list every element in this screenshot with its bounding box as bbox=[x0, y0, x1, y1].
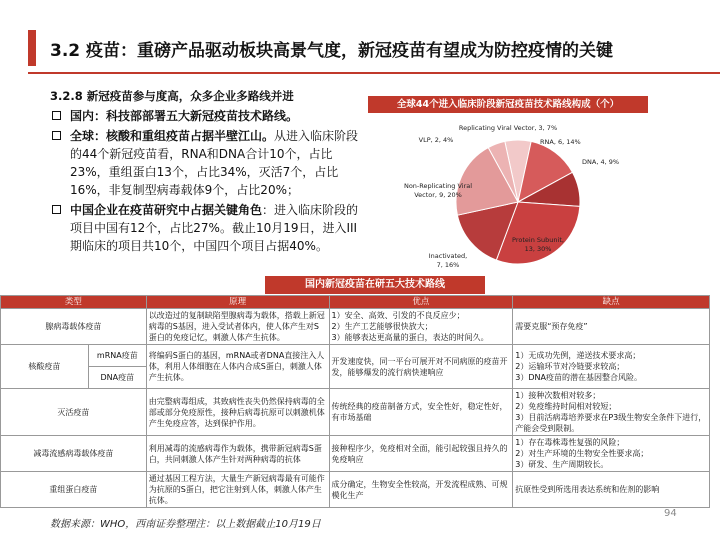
bullet-china bbox=[50, 201, 362, 255]
pie-slice-label: Protein Subunit, 13, 30% bbox=[512, 236, 564, 253]
page-title: 3.2 疫苗：重磅产品驱动板块高景气度，新冠疫苗有望成为防控疫情的关键 bbox=[50, 41, 614, 61]
pros-cell: 开发速度快，同一平台可展开对不同病原的疫苗开发，能够爆发的流行病快速响应 bbox=[329, 345, 513, 389]
bullet-text: 从进入临床阶段的44个新冠疫苗看，RNA和DNA合计10个，占比23%，重组蛋白13个，占比34%，灭活7个，占比16%，非复制型病毒载体9个，占比20%； bbox=[70, 129, 359, 197]
pros-cell: 成分确定，生物安全性较高，开发流程成熟、可规模化生产 bbox=[329, 472, 513, 508]
bullet-bold: 全球：核酸和重组疫苗占据半壁江山。 bbox=[70, 129, 275, 143]
bullet-bold: 国内：科技部部署五大新冠疫苗技术路线。 bbox=[70, 109, 299, 123]
bullet-domestic bbox=[50, 107, 362, 125]
title-underline bbox=[28, 72, 720, 74]
pie-slice-label: RNA, 6, 14% bbox=[540, 138, 581, 146]
source-note: 数据来源：WHO，西南证券整理注：以上数据截止10月19日 bbox=[50, 519, 321, 530]
tech-route-table bbox=[0, 295, 710, 508]
pros-cell: 1）安全、高效、引发的不良反应少； 2）生产工艺能够很快放大； 3）能够表达更高量的蛋白，表达的时间久。 bbox=[329, 309, 513, 345]
pie-slice-label: Replicating Viral Vector, 3, 7% bbox=[458, 124, 558, 132]
type-cell: 减毒流感病毒载体疫苗 bbox=[1, 436, 147, 472]
pie-slice-label: Inactivated, 7, 16% bbox=[428, 252, 468, 269]
cons-cell: 1）接种次数相对较多； 2）免疫维持时间相对较短； 3）目前活病毒培养要求在P3级生物安全条件下进行，产能会受到限制。 bbox=[513, 389, 710, 436]
subtype-cell: DNA疫苗 bbox=[88, 367, 146, 389]
cons-cell: 1）无成功先例，递送技术要求高； 2）运输环节对冷链要求较高； 3）DNA疫苗的潜在基因整合风险。 bbox=[513, 345, 710, 389]
table-row bbox=[1, 309, 710, 345]
cons-cell: 需要克服“预存免疫” bbox=[513, 309, 710, 345]
pros-cell: 传统经典的疫苗制备方式，安全性好，稳定性好，有市场基础 bbox=[329, 389, 513, 436]
section-heading: 3.2.8 新冠疫苗参与度高，众多企业多路线并进 bbox=[50, 89, 294, 103]
pie-slice-label: Non-Replicating Viral Vector, 9, 20% bbox=[403, 182, 473, 199]
title-bar bbox=[0, 0, 720, 80]
principle-cell: 以改造过的复制缺陷型腺病毒为载体，搭载上新冠病毒的S基因，进入受试者体内，使人体产生对S蛋白的免疫记忆，刺激人体产生抗体。 bbox=[146, 309, 329, 345]
type-cell: 腺病毒载体疫苗 bbox=[1, 309, 147, 345]
title-accent-bar bbox=[28, 30, 36, 66]
page-number: 94 bbox=[664, 508, 677, 519]
header-cons: 缺点 bbox=[513, 296, 710, 309]
principle-cell: 由完整病毒组成，其致病性丧失仍然保持病毒的全部或部分免疫原性，接种后病毒抗原可以刺激机体产生免疫应答，达到保护作用。 bbox=[146, 389, 329, 436]
principle-cell: 通过基因工程方法，大量生产新冠病毒最有可能作为抗原的S蛋白，把它注射到人体，刺激人体产生抗体。 bbox=[146, 472, 329, 508]
type-cell: 重组蛋白疫苗 bbox=[1, 472, 147, 508]
header-type: 类型 bbox=[1, 296, 147, 309]
header-pros: 优点 bbox=[329, 296, 513, 309]
chart-title-banner: 全球44个进入临床阶段新冠疫苗技术路线构成（个） bbox=[368, 96, 648, 113]
checkbox-bullet-icon bbox=[52, 131, 61, 140]
cons-cell: 抗原性受到所选用表达系统和佐剂的影响 bbox=[513, 472, 710, 508]
left-column bbox=[50, 88, 362, 257]
pros-cell: 接种程序少，免疫相对全面，能引起较强且持久的免疫响应 bbox=[329, 436, 513, 472]
table-row bbox=[1, 389, 710, 436]
bullet-global bbox=[50, 127, 362, 199]
table-header-row bbox=[1, 296, 710, 309]
checkbox-bullet-icon bbox=[52, 205, 61, 214]
pie-slice-label: VLP, 2, 4% bbox=[418, 136, 454, 144]
table-title-banner: 国内新冠疫苗在研五大技术路线 bbox=[265, 276, 485, 294]
table-row bbox=[1, 436, 710, 472]
type-cell: 核酸疫苗 bbox=[1, 345, 89, 389]
table-row bbox=[1, 472, 710, 508]
pie-chart bbox=[368, 114, 668, 284]
pie-chart-svg bbox=[368, 114, 668, 284]
cons-cell: 1）存在毒株毒性复强的风险； 2）对生产环境的生物安全性要求高； 3）研发、生产周期较长。 bbox=[513, 436, 710, 472]
header-principle: 原理 bbox=[146, 296, 329, 309]
principle-cell: 利用减毒的流感病毒作为载体，携带新冠病毒S蛋白，共同刺激人体产生针对两种病毒的抗体 bbox=[146, 436, 329, 472]
table-row bbox=[1, 345, 710, 367]
bullet-text: ：进入临床阶段的项目中国有12个，占比27%。截止10月19日，进入III期临床的项目共10个，中国四个项目占据40%。 bbox=[70, 203, 359, 253]
subtype-cell: mRNA疫苗 bbox=[88, 345, 146, 367]
checkbox-bullet-icon bbox=[52, 111, 61, 120]
bullet-bold: 中国企业在疫苗研究中占据关键角色 bbox=[70, 203, 263, 217]
pie-slice-label: DNA, 4, 9% bbox=[582, 158, 620, 166]
type-cell: 灭活疫苗 bbox=[1, 389, 147, 436]
principle-cell: 将编码S蛋白的基因，mRNA或者DNA直接注入人体，利用人体细胞在人体内合成S蛋白，刺激人体产生抗体。 bbox=[146, 345, 329, 389]
